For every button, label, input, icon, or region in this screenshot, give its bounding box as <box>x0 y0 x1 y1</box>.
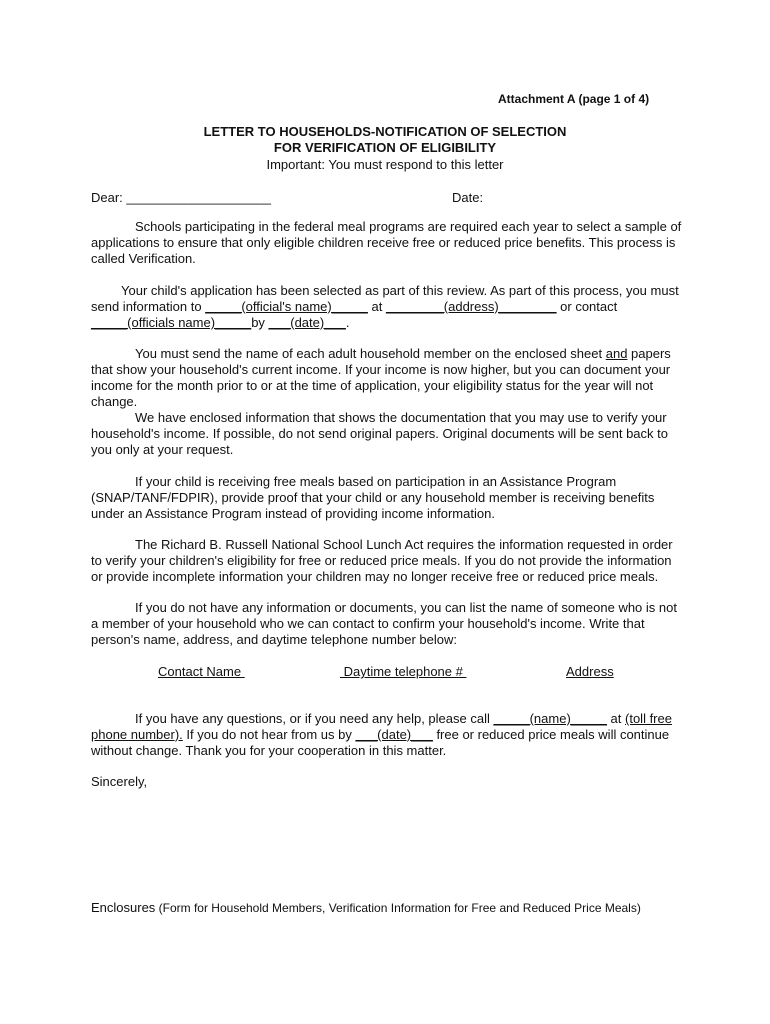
due-date-blank: ___(date)___ <box>268 315 346 330</box>
paragraph-household-members <box>91 346 683 410</box>
paragraph-lunch-act <box>91 537 683 585</box>
paragraph-text: The Richard B. Russell National School Lunch Act requires the information requested in order to verify your children's eligibility for free or reduced price meals. If you do not provide the information or provide incomplete information your children may no longer receive free or reduced price meals. <box>91 537 673 584</box>
letter-title-line-2: FOR VERIFICATION OF ELIGIBILITY <box>273 140 497 155</box>
paragraph-questions <box>91 711 683 759</box>
paragraph-text: If you do not have any information or documents, you can list the name of someone who is not a member of your household who we can contact to confirm your household's income. Write that person's name, address, and daytime telephone number below: <box>91 600 677 647</box>
paragraph-fragment: papers that show your household's current income. If your income is now higher, but you can document your income for the month prior to or at the time of application, your eligibility status for the year will not change. <box>91 346 671 409</box>
paragraph-documentation <box>91 410 683 458</box>
paragraph-text: Schools participating in the federal meal programs are required each year to select a sample of applications to ensure that only eligible children receive free or reduced price benefits. This process is called Verification. <box>91 219 682 266</box>
paragraph-fragment: If you have any questions, or if you need any help, please call <box>135 711 494 726</box>
enclosures-detail: (Form for Household Members, Verification Information for Free and Reduced Price Meals) <box>155 901 641 915</box>
paragraph-text <box>91 283 683 331</box>
paragraph-fragment: . <box>345 315 350 330</box>
daytime-telephone-heading: Daytime telephone # <box>340 664 467 679</box>
paragraph-contact-person <box>91 600 683 648</box>
paragraph-text <box>91 346 683 410</box>
closing-sincerely: Sincerely, <box>91 774 148 789</box>
paragraph-fragment: at <box>606 711 626 726</box>
paragraph-text: If your child is receiving free meals based on participation in an Assistance Program (SNAP/TANF/FDPIR), provide proof that your child or any household member is receiving benefits under an Assistance Program instead of providing income information. <box>91 474 655 521</box>
contact-name-blank: _____(name)_____ <box>493 711 607 726</box>
paragraph-verification-intro <box>91 219 683 267</box>
paragraph-send-information <box>91 283 683 331</box>
address-heading: Address <box>566 664 614 679</box>
paragraph-text <box>91 711 683 759</box>
address-blank: ________(address)________ <box>385 299 557 314</box>
paragraph-fragment: free or reduced price meals will continue without change. Thank you for your cooperation in this matter. <box>91 727 670 758</box>
paragraph-fragment: If you do not hear from us by <box>182 727 356 742</box>
letter-title-line-1: LETTER TO HOUSEHOLDS-NOTIFICATION OF SELECTION <box>203 124 567 139</box>
attachment-label: Attachment A (page 1 of 4) <box>498 92 650 106</box>
toll-free-phone-blank: (toll free phone number). <box>91 711 672 742</box>
response-date-blank: ___(date)___ <box>355 727 433 742</box>
paragraph-fragment: Your child's application has been selected as part of this review. As part of this process, you must send information to <box>91 283 679 314</box>
important-notice: Important: You must respond to this letter <box>266 157 504 172</box>
paragraph-fragment: by <box>251 315 269 330</box>
and-underlined: and <box>605 346 628 361</box>
paragraph-text: We have enclosed information that shows the documentation that you may use to verify your household's income. If possible, do not send original papers. Original documents will be sent back to you only at your request. <box>91 410 668 457</box>
dear-field: Dear: ____________________ <box>91 190 272 205</box>
contact-name-heading: Contact Name <box>158 664 245 679</box>
official-name-blank: _____(official's name)_____ <box>205 299 368 314</box>
officials-name-blank: _____(officials name)_____ <box>91 315 252 330</box>
paragraph-fragment: at <box>367 299 386 314</box>
date-field: Date: <box>452 190 484 205</box>
paragraph-fragment: You must send the name of each adult household member on the enclosed sheet <box>135 346 606 361</box>
enclosures-label: Enclosures <box>91 900 156 915</box>
enclosures-line <box>91 900 641 915</box>
paragraph-assistance-program <box>91 474 683 522</box>
paragraph-fragment: or contact <box>556 299 618 314</box>
